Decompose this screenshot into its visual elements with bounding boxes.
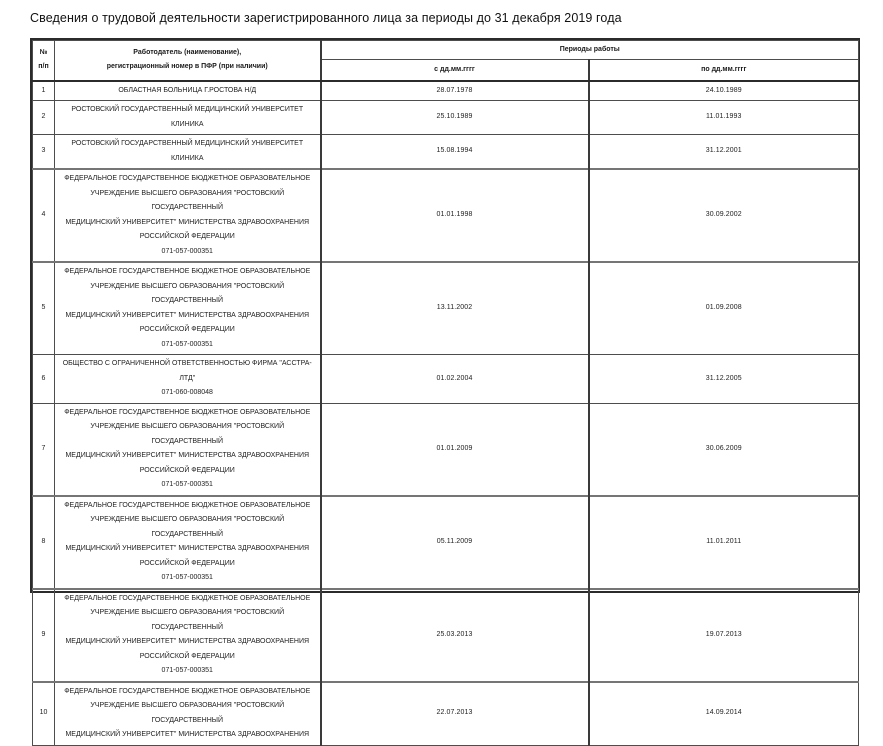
employment-table xyxy=(32,40,859,746)
period-to-header: по дд.мм.гггг xyxy=(589,60,859,81)
period-to-cell: 11.01.2011 xyxy=(589,496,859,589)
period-from-cell: 28.07.1978 xyxy=(321,81,589,101)
employer-reg-number: 071-057-000351 xyxy=(161,340,213,348)
employer-name-line: ФЕДЕРАЛЬНОЕ ГОСУДАРСТВЕННОЕ БЮДЖЕТНОЕ ОБРАЗОВАТЕЛЬНОЕ xyxy=(64,594,311,602)
period-to-cell: 14.09.2014 xyxy=(589,682,859,746)
employer-name-line: ОБЩЕСТВО С ОГРАНИЧЕННОЙ ОТВЕТСТВЕННОСТЬЮ ФИРМА "АССТРА-ЛТД" xyxy=(62,360,312,382)
employer-reg-number: 071-060-008048 xyxy=(161,389,213,396)
employer-name-line: ФЕДЕРАЛЬНОЕ ГОСУДАРСТВЕННОЕ БЮДЖЕТНОЕ ОБРАЗОВАТЕЛЬНОЕ xyxy=(64,687,311,695)
period-from-cell: 01.01.1998 xyxy=(321,169,589,262)
row-number-cell: 9 xyxy=(33,589,55,682)
employer-name-line: РОССИЙСКОЙ ФЕДЕРАЦИИ xyxy=(139,652,235,660)
period-to-cell: 30.06.2009 xyxy=(589,403,859,496)
employer-name-line: МЕДИЦИНСКИЙ УНИВЕРСИТЕТ" МИНИСТЕРСТВА ЗДРАВООХРАНЕНИЯ xyxy=(65,218,310,226)
col-employer-header-line2: регистрационный номер в ПФР (при наличии) xyxy=(106,63,268,71)
period-from-cell: 15.08.1994 xyxy=(321,135,589,170)
employer-cell xyxy=(55,135,321,170)
period-from-cell: 25.03.2013 xyxy=(321,589,589,682)
period-to-cell: 01.09.2008 xyxy=(589,262,859,355)
employer-cell xyxy=(55,81,321,101)
table-row xyxy=(33,403,859,496)
period-from-cell: 13.11.2002 xyxy=(321,262,589,355)
employer-name-line: УЧРЕЖДЕНИЕ ВЫСШЕГО ОБРАЗОВАНИЯ "РОСТОВСКИЙ ГОСУДАРСТВЕННЫЙ xyxy=(90,516,285,538)
employer-name-line: ФЕДЕРАЛЬНОЕ ГОСУДАРСТВЕННОЕ БЮДЖЕТНОЕ ОБРАЗОВАТЕЛЬНОЕ xyxy=(64,408,311,416)
period-from-cell: 01.02.2004 xyxy=(321,355,589,404)
row-number-cell: 7 xyxy=(33,403,55,496)
employer-name-line: РОССИЙСКОЙ ФЕДЕРАЦИИ xyxy=(139,466,235,474)
employer-name-line: УЧРЕЖДЕНИЕ ВЫСШЕГО ОБРАЗОВАНИЯ "РОСТОВСКИЙ ГОСУДАРСТВЕННЫЙ xyxy=(90,282,285,304)
employer-cell xyxy=(55,589,321,682)
period-to-cell: 31.12.2001 xyxy=(589,135,859,170)
col-num-header-line2: п/п xyxy=(38,63,49,71)
employer-cell xyxy=(55,682,321,746)
employer-name-line: МЕДИЦИНСКИЙ УНИВЕРСИТЕТ" МИНИСТЕРСТВА ЗДРАВООХРАНЕНИЯ xyxy=(65,545,310,552)
table-row xyxy=(33,169,859,262)
employer-name-line: УЧРЕЖДЕНИЕ ВЫСШЕГО ОБРАЗОВАНИЯ "РОСТОВСКИЙ ГОСУДАРСТВЕННЫЙ xyxy=(90,702,285,724)
employer-reg-number: 071-057-000351 xyxy=(161,481,213,488)
employer-name-line: ФЕДЕРАЛЬНОЕ ГОСУДАРСТВЕННОЕ БЮДЖЕТНОЕ ОБРАЗОВАТЕЛЬНОЕ xyxy=(64,268,311,275)
row-number-cell: 4 xyxy=(33,169,55,262)
row-number-cell: 5 xyxy=(33,262,55,355)
table-row xyxy=(33,81,859,101)
period-from-cell: 01.01.2009 xyxy=(321,403,589,496)
period-to-cell: 19.07.2013 xyxy=(589,589,859,682)
table-row xyxy=(33,262,859,355)
row-number-cell: 10 xyxy=(33,682,55,746)
employer-reg-number: 071-057-000351 xyxy=(161,247,213,255)
employer-name-line: УЧРЕЖДЕНИЕ ВЫСШЕГО ОБРАЗОВАНИЯ "РОСТОВСКИЙ ГОСУДАРСТВЕННЫЙ xyxy=(90,423,285,445)
row-number-cell: 6 xyxy=(33,355,55,404)
table-row xyxy=(33,101,859,135)
employer-reg-number: 071-057-000351 xyxy=(161,574,213,581)
col-num-header-line1: № xyxy=(39,48,48,56)
employer-name-line: РОССИЙСКОЙ ФЕДЕРАЦИИ xyxy=(139,326,235,333)
table-row xyxy=(33,135,859,170)
employer-cell xyxy=(55,262,321,355)
row-number-cell: 8 xyxy=(33,496,55,589)
table-row xyxy=(33,682,859,746)
period-to-cell: 11.01.1993 xyxy=(589,101,859,135)
employer-name-line: ОБЛАСТНАЯ БОЛЬНИЦА Г.РОСТОВА Н/Д xyxy=(118,86,257,94)
employer-cell xyxy=(55,355,321,404)
employer-name-line: ФЕДЕРАЛЬНОЕ ГОСУДАРСТВЕННОЕ БЮДЖЕТНОЕ ОБРАЗОВАТЕЛЬНОЕ xyxy=(64,175,311,182)
employer-name-line: МЕДИЦИНСКИЙ УНИВЕРСИТЕТ" МИНИСТЕРСТВА ЗДРАВООХРАНЕНИЯ xyxy=(65,452,310,459)
employer-name-line: МЕДИЦИНСКИЙ УНИВЕРСИТЕТ" МИНИСТЕРСТВА ЗДРАВООХРАНЕНИЯ xyxy=(65,731,310,738)
periods-header: Периоды работы xyxy=(321,41,859,60)
row-number-cell: 1 xyxy=(33,81,55,101)
employer-reg-number: 071-057-000351 xyxy=(161,667,213,674)
period-from-header: с дд.мм.гггг xyxy=(321,60,589,81)
col-num-header xyxy=(33,41,55,81)
table-header xyxy=(33,41,859,81)
employer-name-line: УЧРЕЖДЕНИЕ ВЫСШЕГО ОБРАЗОВАНИЯ "РОСТОВСКИЙ ГОСУДАРСТВЕННЫЙ xyxy=(90,609,285,631)
row-number-cell: 3 xyxy=(33,135,55,170)
row-number-cell: 2 xyxy=(33,101,55,135)
employer-name-line: РОСТОВСКИЙ ГОСУДАРСТВЕННЫЙ МЕДИЦИНСКИЙ УНИВЕРСИТЕТ КЛИНИКА xyxy=(71,140,304,162)
table-row xyxy=(33,355,859,404)
employer-cell xyxy=(55,169,321,262)
period-to-cell: 30.09.2002 xyxy=(589,169,859,262)
col-employer-header-line1: Работодатель (наименование), xyxy=(133,48,242,56)
page-title: Сведения о трудовой деятельности зарегистрированного лица за периоды до 31 декабря 2019 года xyxy=(30,11,622,25)
employer-cell xyxy=(55,101,321,135)
period-from-cell: 22.07.2013 xyxy=(321,682,589,746)
table-body xyxy=(33,81,859,746)
employer-cell xyxy=(55,403,321,496)
employment-table-container xyxy=(30,38,860,738)
employer-name-line: РОССИЙСКОЙ ФЕДЕРАЦИИ xyxy=(139,559,235,567)
employer-name-line: ФЕДЕРАЛЬНОЕ ГОСУДАРСТВЕННОЕ БЮДЖЕТНОЕ ОБРАЗОВАТЕЛЬНОЕ xyxy=(64,501,311,509)
table-row xyxy=(33,496,859,589)
table-row xyxy=(33,589,859,682)
period-from-cell: 25.10.1989 xyxy=(321,101,589,135)
employer-name-line: РОССИЙСКОЙ ФЕДЕРАЦИИ xyxy=(139,233,235,240)
employer-name-line: МЕДИЦИНСКИЙ УНИВЕРСИТЕТ" МИНИСТЕРСТВА ЗДРАВООХРАНЕНИЯ xyxy=(65,638,310,645)
period-to-cell: 24.10.1989 xyxy=(589,81,859,101)
employer-name-line: МЕДИЦИНСКИЙ УНИВЕРСИТЕТ" МИНИСТЕРСТВА ЗДРАВООХРАНЕНИЯ xyxy=(65,311,310,319)
employer-name-line: РОСТОВСКИЙ ГОСУДАРСТВЕННЫЙ МЕДИЦИНСКИЙ УНИВЕРСИТЕТ КЛИНИКА xyxy=(71,106,304,128)
period-from-cell: 05.11.2009 xyxy=(321,496,589,589)
col-employer-header xyxy=(55,41,321,81)
employer-cell xyxy=(55,496,321,589)
period-to-cell: 31.12.2005 xyxy=(589,355,859,404)
employer-name-line: УЧРЕЖДЕНИЕ ВЫСШЕГО ОБРАЗОВАНИЯ "РОСТОВСКИЙ ГОСУДАРСТВЕННЫЙ xyxy=(90,189,285,211)
